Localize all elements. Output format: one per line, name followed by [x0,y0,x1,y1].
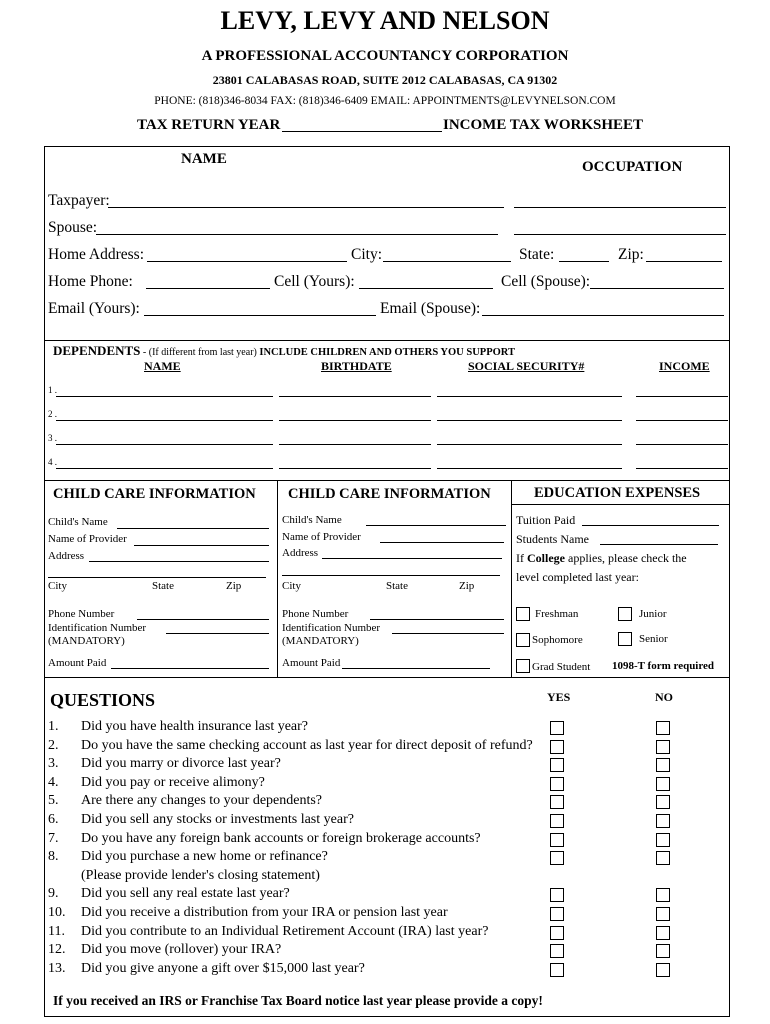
education-title: EDUCATION EXPENSES [534,485,701,501]
question-number: 2. [48,737,59,753]
childcare-2-amount-field[interactable] [342,668,490,669]
firm-subtitle: A PROFESSIONAL ACCOUNTANCY CORPORATION [201,48,569,64]
question-yes-checkbox[interactable] [550,814,564,828]
question-number: 1. [48,719,59,734]
senior-checkbox[interactable] [618,632,632,646]
dependent-income-field[interactable] [636,468,728,469]
question-no-checkbox[interactable] [656,721,670,735]
question-yes-checkbox[interactable] [550,907,564,921]
question-no-checkbox[interactable] [656,833,670,847]
firm-contact: PHONE: (818)346-8034 FAX: (818)346-6409 EMAIL: APPOINTMENTS@LEVYNELSON.COM [154,95,616,107]
no-heading: NO [655,690,673,704]
occupation-heading: OCCUPATION [582,159,683,175]
dependent-income-field[interactable] [636,444,728,445]
question-no-checkbox[interactable] [656,907,670,921]
students-name-label: Students Name [516,532,589,546]
home-address-field[interactable] [147,261,347,262]
childcare-1-id-field[interactable] [166,633,269,634]
childcare-2-provider-field[interactable] [380,542,504,543]
childcare-2-amount-label: Amount Paid [282,657,341,669]
college-note [516,551,687,566]
question-number: 8. [48,849,59,865]
education-title-underline [511,504,730,505]
junior-label: Junior [639,608,667,620]
childcare-1-zip-label: Zip [226,580,242,592]
freshman-label: Freshman [535,608,579,620]
dependent-row-number: 1 . [48,385,57,395]
question-yes-checkbox[interactable] [550,721,564,735]
question-text: Are there any changes to your dependents? [81,793,323,809]
grad-student-label: Grad Student [532,661,591,673]
form-1098t-note: 1098-T form required [612,660,715,672]
dependent-birthdate-field[interactable] [279,468,431,469]
question-no-checkbox[interactable] [656,926,670,940]
childcare-1-phone-field[interactable] [137,619,269,620]
childcare-1-child-name-label: Child's Name [48,516,108,528]
email-spouse-label: Email (Spouse): [380,300,481,317]
taxpayer-occupation-field[interactable] [514,207,726,208]
childcare-2-state-label: State [386,580,408,592]
state-label: State: [519,246,555,263]
question-number: 12. [48,942,66,958]
dependents-include: INCLUDE CHILDREN AND OTHERS YOU SUPPORT [259,347,516,358]
cell-yours-field[interactable] [359,288,493,289]
email-yours-field[interactable] [144,315,376,316]
yes-heading: YES [547,690,571,704]
question-number: 5. [48,793,59,809]
childcare-2-id-label: Identification Number [282,622,381,634]
tax-year-field[interactable] [282,131,442,132]
state-field[interactable] [559,261,609,262]
dependent-birthdate-field[interactable] [279,444,431,445]
question-yes-checkbox[interactable] [550,833,564,847]
question-yes-checkbox[interactable] [550,944,564,958]
question-yes-checkbox[interactable] [550,758,564,772]
dependent-ssn-field[interactable] [437,468,622,469]
childcare-1-address-field[interactable] [89,561,269,562]
question-no-checkbox[interactable] [656,758,670,772]
dependent-name-field[interactable] [56,468,273,469]
junior-checkbox[interactable] [618,607,632,621]
questions-divider [44,677,730,678]
childcare-2-child-name-field[interactable] [366,525,506,526]
questions-title: QUESTIONS [50,690,156,710]
students-name-field[interactable] [600,544,718,545]
dependent-ssn-field[interactable] [437,396,622,397]
childcare-2-title: CHILD CARE INFORMATION [288,486,491,502]
childcare-2-provider-label: Name of Provider [282,531,361,543]
freshman-checkbox[interactable] [516,607,530,621]
irs-notice-footer: If you received an IRS or Franchise Tax Board notice last year please provide a copy! [53,993,543,1008]
question-no-checkbox[interactable] [656,795,670,809]
question-no-checkbox[interactable] [656,851,670,865]
childcare-1-title: CHILD CARE INFORMATION [53,486,256,502]
question-yes-checkbox[interactable] [550,777,564,791]
childcare-1-mandatory: (MANDATORY) [48,635,125,647]
firm-name: LEVY, LEVY AND NELSON [220,6,550,35]
childcare-col-divider [277,480,278,677]
childcare-1-amount-label: Amount Paid [48,657,107,669]
childcare-1-amount-field[interactable] [111,668,269,669]
dependent-ssn-field[interactable] [437,444,622,445]
childcare-1-city-label: City [48,580,67,592]
childcare-2-address-label: Address [282,547,319,559]
question-number: 13. [48,960,66,976]
question-text: Did you purchase a new home or refinance? [81,849,328,865]
childcare-1-provider-field[interactable] [134,545,269,546]
grad-student-checkbox[interactable] [516,659,530,673]
dependent-income-field[interactable] [636,420,728,421]
question-no-checkbox[interactable] [656,888,670,902]
tuition-field[interactable] [582,525,719,526]
dependent-row-number: 2 . [48,409,57,419]
dependents-col-birthdate: BIRTHDATE [321,359,392,373]
email-yours-label: Email (Yours): [48,300,140,317]
question-text: Did you move (rollover) your IRA? [81,942,282,958]
senior-label: Senior [639,633,668,645]
dependent-income-field[interactable] [636,396,728,397]
college-note-applies: applies, please check the [565,551,687,565]
sophomore-label: Sophomore [532,634,583,646]
childcare-1-phone-label: Phone Number [48,608,115,620]
question-yes-checkbox[interactable] [550,888,564,902]
spouse-occupation-field[interactable] [514,234,726,235]
question-text: Did you sell any stocks or investments last year? [81,812,354,827]
tax-year-label: TAX RETURN YEAR [137,117,281,133]
childcare-2-address-line2[interactable] [282,575,500,576]
sophomore-checkbox[interactable] [516,633,530,647]
dependent-birthdate-field[interactable] [279,396,431,397]
childcare-2-city-label: City [282,580,301,592]
childcare-1-provider-label: Name of Provider [48,533,127,545]
dependents-title: DEPENDENTS [53,343,141,358]
home-phone-field[interactable] [146,288,270,289]
name-heading: NAME [181,151,227,167]
taxpayer-label: Taxpayer: [48,192,110,209]
question-text: Do you have any foreign bank accounts or foreign brokerage accounts? [81,830,481,846]
question-no-checkbox[interactable] [656,963,670,977]
question-text: Did you pay or receive alimony? [81,774,265,790]
spouse-name-field[interactable] [96,234,498,235]
city-field[interactable] [383,261,511,262]
dependents-col-ssn: SOCIAL SECURITY# [468,359,585,373]
cell-spouse-label: Cell (Spouse): [501,273,591,290]
zip-label: Zip: [618,246,644,263]
childcare-2-phone-label: Phone Number [282,608,349,620]
question-number: 3. [48,756,59,772]
childcare-divider-top [44,480,730,481]
question-number: 6. [48,812,59,827]
question-text: Did you contribute to an Individual Retirement Account (IRA) last year? [81,923,489,939]
question-text: Do you have the same checking account as last year for direct deposit of refund? [81,737,533,753]
worksheet-title: INCOME TAX WORKSHEET [443,117,644,133]
question-text: (Please provide lender's closing statement) [81,867,320,883]
childcare-2-id-field[interactable] [392,633,504,634]
dependent-name-field[interactable] [56,444,273,445]
dependents-col-income: INCOME [659,359,710,373]
question-number: 7. [48,830,59,846]
college-note-college: College [527,551,565,565]
cell-yours-label: Cell (Yours): [274,273,355,290]
childcare-2-address-field[interactable] [322,558,502,559]
dependent-name-field[interactable] [56,420,273,421]
question-yes-checkbox[interactable] [550,851,564,865]
question-yes-checkbox[interactable] [550,795,564,809]
question-yes-checkbox[interactable] [550,963,564,977]
childcare-2-phone-field[interactable] [370,619,504,620]
childcare-2-zip-label: Zip [459,580,475,592]
level-note: level completed last year: [516,570,639,584]
childcare-2-mandatory: (MANDATORY) [282,635,359,647]
dependent-name-field[interactable] [56,396,273,397]
question-number: 4. [48,774,59,790]
question-number: 10. [48,905,66,920]
dependents-col-name: NAME [144,359,181,373]
dependents-divider [44,340,730,341]
tuition-label: Tuition Paid [516,513,576,527]
email-spouse-field[interactable] [482,315,724,316]
dependent-row-number: 4 . [48,457,57,467]
childcare-1-child-name-field[interactable] [117,528,269,529]
dependent-row-number: 3 . [48,433,57,443]
education-col-divider [511,480,512,677]
question-text: Did you have health insurance last year? [81,719,309,734]
question-number: 11. [48,923,65,939]
question-number: 9. [48,886,59,902]
dependent-ssn-field[interactable] [437,420,622,421]
question-text: Did you marry or divorce last year? [81,756,281,772]
zip-field[interactable] [646,261,722,262]
childcare-1-id-label: Identification Number [48,622,147,634]
childcare-1-address-label: Address [48,550,85,562]
question-text: Did you give anyone a gift over $15,000 last year? [81,960,365,976]
question-yes-checkbox[interactable] [550,740,564,754]
city-label: City: [351,246,383,263]
question-no-checkbox[interactable] [656,944,670,958]
dependent-birthdate-field[interactable] [279,420,431,421]
question-text: Did you sell any real estate last year? [81,886,290,902]
question-yes-checkbox[interactable] [550,926,564,940]
question-text: Did you receive a distribution from your IRA or pension last year [81,905,448,920]
home-phone-label: Home Phone: [48,273,133,290]
question-no-checkbox[interactable] [656,740,670,754]
childcare-1-state-label: State [152,580,174,592]
question-no-checkbox[interactable] [656,814,670,828]
childcare-2-child-name-label: Child's Name [282,514,342,526]
spouse-label: Spouse: [48,219,98,236]
home-address-label: Home Address: [48,246,145,263]
cell-spouse-field[interactable] [590,288,724,289]
dependents-note: - (If different from last year) [140,347,260,358]
childcare-1-address-line2[interactable] [48,577,266,578]
college-note-if: If [516,551,527,565]
firm-address: 23801 CALABASAS ROAD, SUITE 2012 CALABASAS, CA 91302 [212,73,558,87]
taxpayer-name-field[interactable] [108,207,504,208]
question-no-checkbox[interactable] [656,777,670,791]
dependents-title-row [53,343,515,359]
